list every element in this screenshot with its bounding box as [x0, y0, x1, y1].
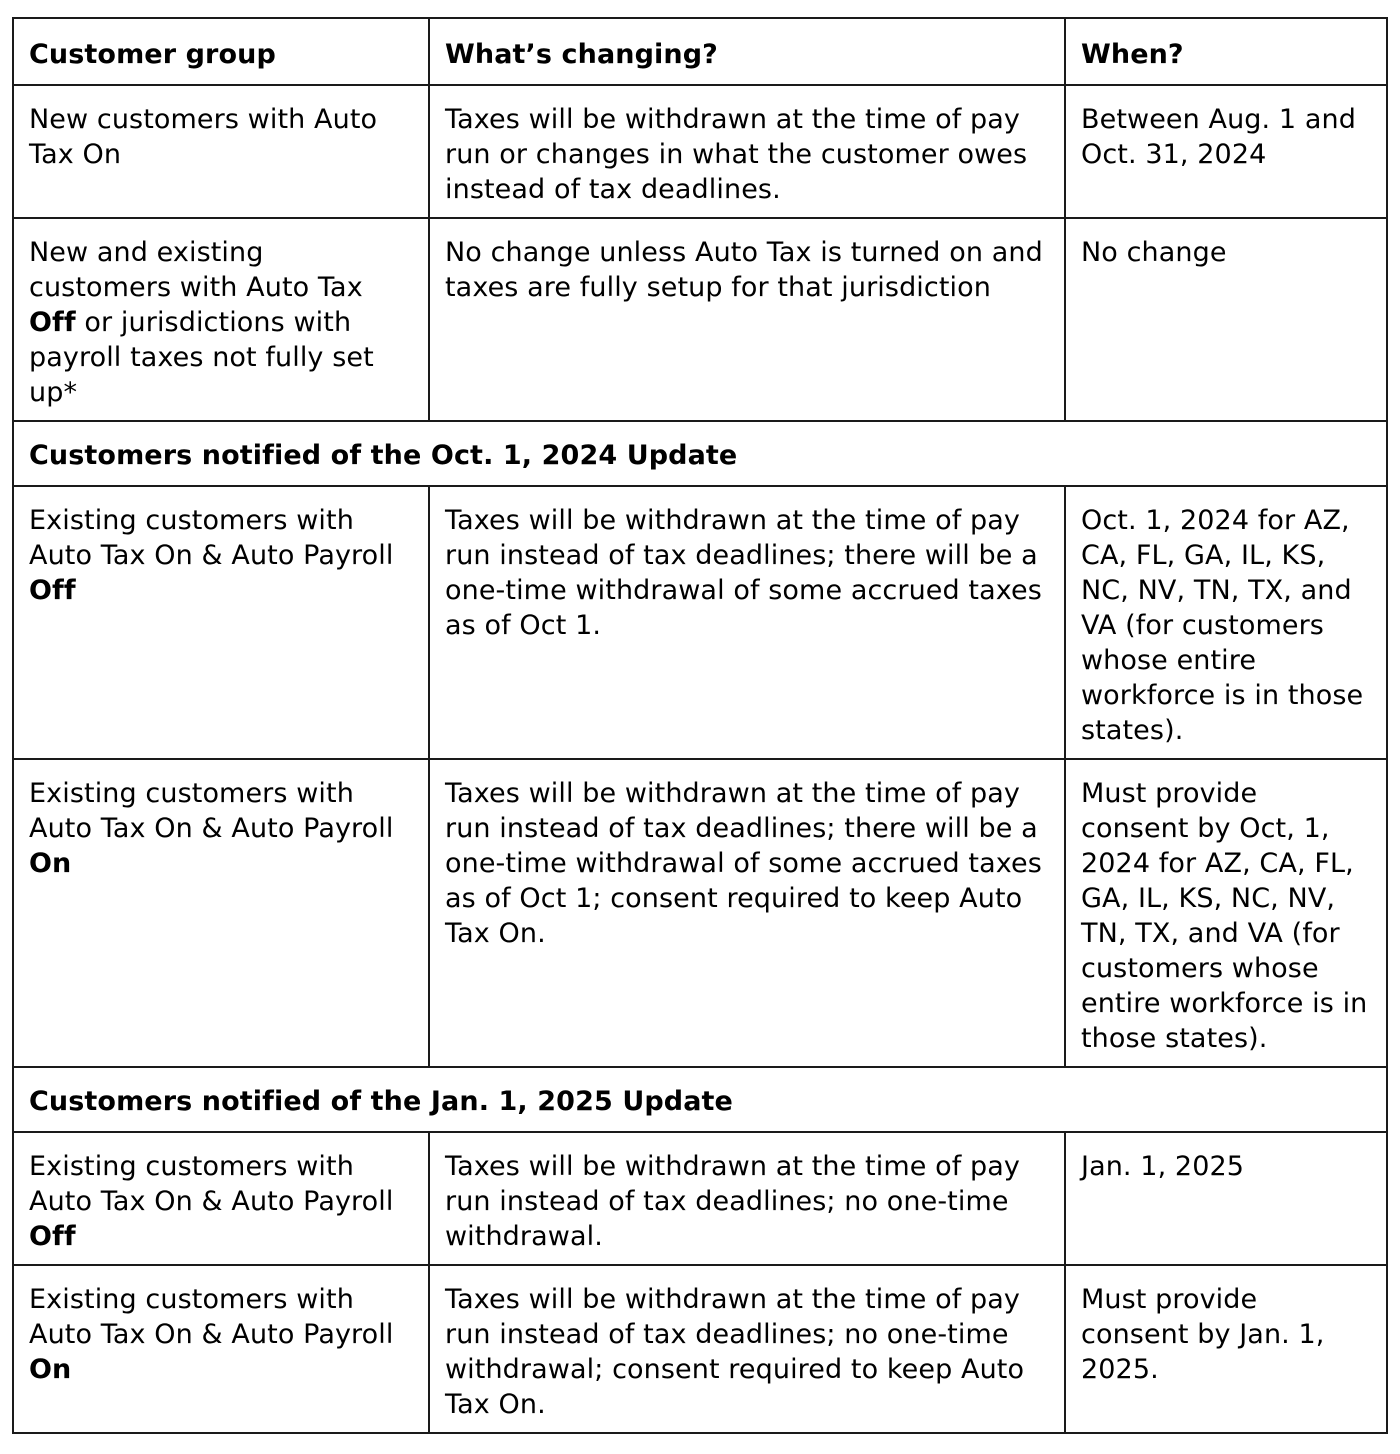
section-title: Customers notified of the Oct. 1, 2024 Update — [13, 421, 1387, 486]
cell-customer-group — [13, 85, 429, 218]
table-row — [13, 218, 1387, 421]
cell-customer-group — [13, 1265, 429, 1433]
group-text: New and existing customers with Auto Tax — [29, 237, 363, 303]
group-text: Existing customers with Auto Tax On & Auto Payroll — [29, 505, 394, 571]
cell-customer-group — [13, 486, 429, 759]
group-text: Existing customers with Auto Tax On & Auto Payroll — [29, 778, 394, 844]
group-emphasis: Off — [29, 575, 76, 606]
cell-when: Oct. 1, 2024 for AZ, CA, FL, GA, IL, KS, NC, NV, TN, TX, and VA (for customers whose entire workforce is in those states). — [1065, 486, 1387, 759]
cell-whats-changing: Taxes will be withdrawn at the time of pay run instead of tax deadlines; no one-time withdrawal; consent required to keep Auto Tax On. — [429, 1265, 1065, 1433]
cell-whats-changing: Taxes will be withdrawn at the time of pay run instead of tax deadlines; there will be a one-time withdrawal of some accrued taxes as of Oct 1; consent required to keep Auto Tax On. — [429, 759, 1065, 1067]
cell-when: Must provide consent by Oct, 1, 2024 for AZ, CA, FL, GA, IL, KS, NC, NV, TN, TX, and VA (for customers whose entire workforce is in those states). — [1065, 759, 1387, 1067]
header-whats-changing: What’s changing? — [429, 18, 1065, 85]
section-row — [13, 421, 1387, 486]
table-row — [13, 85, 1387, 218]
cell-whats-changing: Taxes will be withdrawn at the time of pay run instead of tax deadlines; there will be a one-time withdrawal of some accrued taxes as of Oct 1. — [429, 486, 1065, 759]
cell-customer-group — [13, 218, 429, 421]
table-row — [13, 759, 1387, 1067]
group-text: Existing customers with Auto Tax On & Auto Payroll — [29, 1151, 394, 1217]
cell-customer-group — [13, 759, 429, 1067]
group-emphasis: Off — [29, 307, 76, 338]
cell-when: Must provide consent by Jan. 1, 2025. — [1065, 1265, 1387, 1433]
table-row — [13, 486, 1387, 759]
cell-whats-changing: Taxes will be withdrawn at the time of pay run instead of tax deadlines; no one-time withdrawal. — [429, 1132, 1065, 1265]
group-emphasis: On — [29, 848, 72, 879]
cell-whats-changing: Taxes will be withdrawn at the time of pay run or changes in what the customer owes instead of tax deadlines. — [429, 85, 1065, 218]
tax-changes-table — [12, 17, 1388, 1434]
section-title: Customers notified of the Jan. 1, 2025 Update — [13, 1067, 1387, 1132]
cell-when: Jan. 1, 2025 — [1065, 1132, 1387, 1265]
table-row — [13, 1132, 1387, 1265]
group-emphasis: On — [29, 1354, 72, 1385]
cell-when: No change — [1065, 218, 1387, 421]
group-text: Existing customers with Auto Tax On & Auto Payroll — [29, 1284, 394, 1350]
section-row — [13, 1067, 1387, 1132]
group-emphasis: Off — [29, 1221, 76, 1252]
header-customer-group: Customer group — [13, 18, 429, 85]
header-row — [13, 18, 1387, 85]
header-when: When? — [1065, 18, 1387, 85]
group-text: New customers with Auto Tax On — [29, 104, 378, 170]
table-row — [13, 1265, 1387, 1433]
cell-when: Between Aug. 1 and Oct. 31, 2024 — [1065, 85, 1387, 218]
cell-whats-changing: No change unless Auto Tax is turned on and taxes are fully setup for that jurisdiction — [429, 218, 1065, 421]
group-text-after: or jurisdictions with payroll taxes not fully set up* — [29, 307, 374, 408]
cell-customer-group — [13, 1132, 429, 1265]
